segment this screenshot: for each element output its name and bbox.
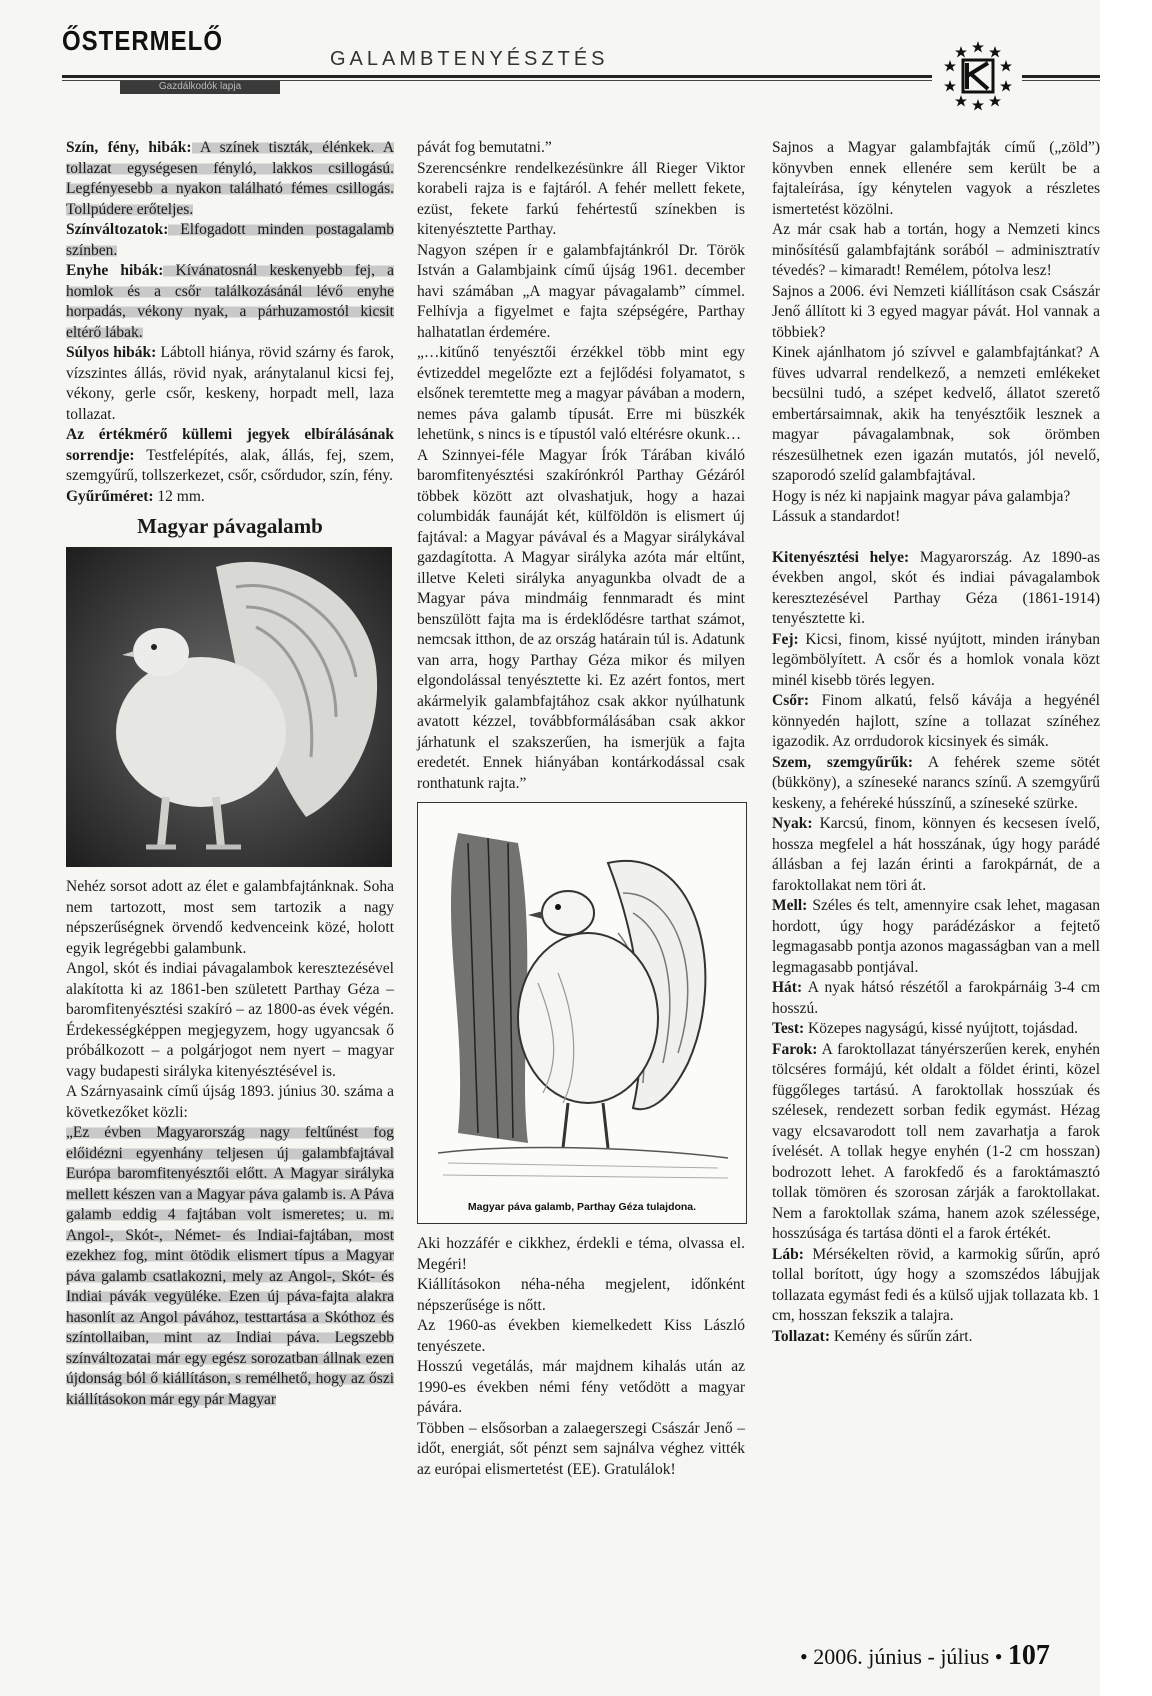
- text-beak: Finom alkatú, felső kávája a hegyénél könnyedén hajlott, színe a tollazat színéhez igazodik. Az orrdudorok kicsinyek és simák.: [772, 692, 1100, 750]
- label-major-faults: Súlyos hibák:: [66, 344, 157, 361]
- paragraph-green-book: Sajnos a Magyar galambfajták című („zöld”) könyvben ennek ellenére sem került be a fajtaleírása, így kénytelen vagyok a részletes ismertetést közölni.: [772, 139, 1100, 218]
- section-title: GALAMBTENYÉSZTÉS: [330, 48, 609, 70]
- paragraph-torok: Nagyon szépen ír e galambfajtánkról Dr. Török István a Galambjaink című újság 1961. december havi számában „A magyar pávagalamb” címmel. Felhívja a figyelmet e fajta szépségére, Parthay halhatatlan érdemére.: [417, 241, 745, 341]
- standard-beak: [772, 691, 1100, 753]
- label-back: Hát:: [772, 979, 803, 996]
- paragraph-major-faults: [66, 343, 394, 425]
- standard-neck: [772, 814, 1100, 896]
- label-color: Szín, fény, hibák:: [66, 139, 192, 156]
- page-footer: [800, 1640, 1050, 1672]
- text-eyes: A fehérek szeme sötét (bükköny), a színeseké narancs színű. A szemgyűrű keskeny, a fehéreké hússzínű, a színeseké szürke.: [772, 753, 1100, 812]
- standard-head: [772, 630, 1100, 692]
- standard-tail: [772, 1040, 1100, 1245]
- star-circle-emblem-icon: [940, 38, 1016, 114]
- article-column-2: [417, 138, 745, 1480]
- paragraph-drawing-note: Szerencsénkre rendelkezésünkre áll Rieger Viktor korabeli rajza is e fajtáról. A fehér mellett fekete, ezüst, fekete farkú fehértestű színekben is kitenyésztette Parthay.: [417, 159, 745, 238]
- text-tail: A faroktollazat tányérszerűen kerek, enyhén tölcséres formájú, két oldalt a földet érinti, közel függőleges tartású. A faroktollak hosszúak és szélesek, rendezett sorban fedik egymást. Hézag vagy elcsavarodott toll nem zavarhatja a farok ívelését. A tollak hegye enyhén (1-2 cm hosszan) bodrozott lehet. A farokfedő és a faroktámasztó tollak tömören és szorosan zárják a faroktollakat. Nem a faroktollak száma, hanem azok szélessége, hosszúsága és tartása dönti el a farok értékét.: [772, 1040, 1100, 1242]
- label-head: Fej:: [772, 630, 799, 648]
- magazine-logo-subtitle: Gazdálkodók lapja: [120, 80, 280, 94]
- standard-back: [772, 978, 1100, 1019]
- text-neck: Karcsú, finom, könnyen és kecsesen ívelő, hossza megfelel a hát hosszának, úgy hogy parádé állásban a fej lazán érinti a farokpárnát, de a faroktollakat nem töri át.: [772, 815, 1100, 894]
- paragraph-exhibition-2006: Sajnos a 2006. évi Nemzeti kiállításon csak Császár Jenő állított ki 3 egyed magyar pávát. Hol vannak a többiek?: [772, 282, 1100, 341]
- label-judging-order: Az értékmérő küllemi jegyek elbírálásának sorrendje:: [66, 426, 394, 464]
- magazine-logo: ŐSTERMELŐ: [62, 25, 224, 57]
- paragraph-national-treasure: Az már csak hab a tortán, hogy a Nemzeti kincs minősítésű galambfajtánk sorából – adminisztratív tévedés? – kimaradt! Remélem, pótolva lesz!: [772, 221, 1100, 279]
- paragraph-color: [66, 138, 394, 220]
- label-body: Test:: [772, 1020, 805, 1037]
- header-rule-right: [1022, 75, 1100, 78]
- paragraph-ring-size: [66, 487, 394, 508]
- text-head: Kicsi, finom, kissé nyújtott, minden irányban legömbölyített. A csőr és a homlok vonala közt minél kisebb törés legyen.: [772, 630, 1100, 689]
- page-number: 107: [1007, 1640, 1050, 1671]
- text-body: Közepes nagyságú, kissé nyújtott, tojásdad.: [804, 1020, 1078, 1037]
- label-minor-faults: Enyhe hibák:: [66, 262, 164, 279]
- standard-breast: [772, 896, 1100, 978]
- text-origin: Magyarország. Az 1890-as években angol, skót és indiai pávagalambok keresztezésével Parthay Géza (1861-1914) tenyésztette ki.: [772, 548, 1100, 627]
- paragraph-kiss: Az 1960-as években kiemelkedett Kiss László tenyészete.: [417, 1317, 745, 1355]
- text-major-faults: Lábtoll hiánya, rövid szárny és farok, vízszintes állás, rövid nyak, aránytalanul kicsi fej, vékony, gerle csőr, keskeny, horpadt mell, laza tollazat.: [66, 344, 394, 423]
- drawing-caption: Magyar páva galamb, Parthay Géza tulajdona.: [467, 1200, 697, 1213]
- paragraph-quote-1893: [66, 1123, 394, 1410]
- paragraph-exhibitions: Kiállításokon néha-néha megjelent, időnként népszerűsége is nőtt.: [417, 1276, 745, 1314]
- paragraph-recommend: Aki hozzáfér e cikkhez, érdekli e téma, olvassa el. Megéri!: [417, 1235, 745, 1273]
- standard-origin: [772, 548, 1100, 630]
- text-quote-1893: „Ez évben Magyarország nagy feltűnést fog előidézni egyenhány teljesen új galambfajtával Európa baromfitenyésztői előtt. A Magyar sirálykа mellett készen van a Magyar páva galamb is. A Páva galamb eddig 4 fajtában volt ismeretes; u. m. Angol-, Skót-, Német- és Indiai-fajtában, most ezekhez fog, mint ötödik elismert típus a Magyar páva galamb csatlakozni, mely az Angol-, Skót- és Indiai pávák vegyülékе. Ezen új páva-fajta alakra hasonlít az Angol pávához, testtartása a Skóthoz és színtollaiban, mint az Indiai páva. Legszebb színváltozatai már egy egész sorozatban állnak ezen újdonság ból ő kiállításon, s remélhető, hogy az őszi kiállításokon már egy pár Magyar: [66, 1124, 394, 1408]
- text-back: A nyak hátsó részétől a farokpárnáig 3-4 cm hosszú.: [772, 979, 1100, 1017]
- paragraph-recognition: Többen – elsősorban a zalaegerszegi Császár Jenő – időt, energiát, sőt pénzt sem sajnálva véghez vitték az európai elismertetést (EE). Gratulálok!: [417, 1419, 745, 1478]
- text-breast: Széles és telt, amennyire csak lehet, magasan hordott, úgy hogy parádézáskor a fejtető legmagasabb pontja azonos magasságban van a mell legmagasabb pontjával.: [772, 897, 1100, 976]
- header-rule-right-thin: [1022, 80, 1100, 81]
- text-plumage: Kemény és sűrűn zárt.: [829, 1327, 973, 1345]
- pigeon-photo: [66, 547, 392, 867]
- paragraph-source: A Szárnyasaink című újság 1893. június 30. száma a következőket közli:: [66, 1083, 394, 1121]
- standard-legs: [772, 1245, 1100, 1327]
- paragraph-quote-end: pávát fog bemutatni.”: [417, 139, 552, 156]
- paragraph-intro: Nehéz sorsot adott az élet e galambfajtánknak. Soha nem tartozott, most sem tartozik a nagy népszerűségnek örvendő kedvenceink közé, holott egyik legrégebbi galambunk.: [66, 878, 394, 957]
- paragraph-standard-intro: Lássuk a standardot!: [772, 508, 901, 525]
- article-column-1: [66, 138, 394, 1410]
- label-color-variants: Színváltozatok:: [66, 221, 169, 238]
- paragraph-szinnyei: A Szinnyei-féle Magyar Írók Tárában kiváló baromfitenyésztési szakírónkról Parthay Gézáról többek között azt olvashatjuk, hogy a hazai columbidák faunáját két, külföldön is elismert új fajtával: a Magyar pávával és a Magyar sirálykával gazdagította. A Magyar sirálykа azóta már eltűnt, illetve Keleti sirálykа anyagunkba olvadt de a Magyar páva mindmáig fennmaradt és mint benszülött fajta ma is érdeklődésre tarthat számot, nemcsak itthon, de az ország határain túl is. Adatunk van arra, hogy Parthay Géza mikor és milyen elgondolással tenyésztette ki. Ez azért fontos, mert akármelyik galambfajtához csak akkor nyúlhatunk avatott kézzel, továbbformálásában csak akkor járhatunk el szakszerűen, ha ismerjük a fajta eredetét. Ennek hiányában kontárkodással csak ronthatunk rajta.”: [417, 446, 745, 792]
- pigeon-drawing: [417, 802, 747, 1224]
- text-legs: Mérsékelten rövid, a karmokig sűrűn, apró tollal borított, úgy hogy a szomszédos lábujjak tollazata egymást fedi és a külső ujjak tollazata kb. 1 cm, hosszan fekszik a talajra.: [772, 1245, 1100, 1324]
- header-rule-thin: [62, 80, 932, 81]
- label-tail: Farok:: [772, 1040, 818, 1058]
- text-color: A színek tiszták, élénkek. A tollazat egységesen fényló, lakkos csillogású. Legfényesebb a nyakon található fémes csillogás. Tollpúdere erőteljes.: [66, 139, 395, 218]
- label-origin: Kitenyésztési helye:: [772, 548, 910, 566]
- label-plumage: Tollazat:: [772, 1327, 830, 1345]
- label-ring-size: Gyűrűméret:: [66, 487, 154, 505]
- paragraph-judging-order: [66, 425, 394, 487]
- label-eyes: Szem, szemgyűrűk:: [772, 753, 914, 771]
- text-judging-order: Testfelépítés, alak, állás, fej, szem, szemgyűrű, tollszerkezet, csőr, csőrdudor, szín, fény.: [66, 446, 394, 484]
- label-legs: Láb:: [772, 1245, 804, 1263]
- label-breast: Mell:: [772, 897, 808, 914]
- article-heading: Magyar pávagalamb: [137, 514, 323, 538]
- standard-eyes: [772, 753, 1100, 815]
- paragraph-question: Hogy is néz ki napjaink magyar páva galambja?: [772, 487, 1071, 505]
- label-neck: Nyak:: [772, 815, 813, 832]
- paragraph-who-for: Kinek ajánlhatom jó szívvel e galambfajtánkat? A füves udvarral rendelkező, a nemzeti emlékeket becsülni tudó, a szépet kedvelő, állatot szerető embertársaimnak, akik ha tenyésztőik lesznek a magyar pávagalambnak, sok örömben részesülhetnek ezen igazán mutatós, jól nevelő, szaporodó szelíd galambfajtával.: [772, 344, 1100, 484]
- issue-date: • 2006. június - július •: [800, 1644, 1003, 1669]
- header-rule: [62, 75, 932, 78]
- label-beak: Csőr:: [772, 692, 810, 709]
- paragraph-revival: Hosszú vegetálás, már majdnem kihalás után az 1990-es években némi fény vetődött a magyar pávára.: [417, 1358, 745, 1416]
- article-column-3: [772, 138, 1100, 1347]
- paragraph-color-variants: [66, 220, 394, 261]
- paragraph-minor-faults: [66, 261, 394, 343]
- text-minor-faults: Kívánatosnál keskenyebb fej, a homlok és a csőr találkozásánál lévő enyhe horpadás, vékony nyak, a párhuzamostól kicsit eltérő lábak.: [66, 262, 394, 341]
- paragraph-origin: Angol, skót és indiai pávagalambok keresztezésével alakította ki az 1861-ben született Parthay Géza – baromfitenyésztési szakíró – az 1800-as évek végén. Érdekességképpen megjegyzem, hogy ugyancsak ő próbálkozott – a polgárjogot nem nyert – magyar vagy budapesti sirálykа kitenyésztésével is.: [66, 960, 394, 1080]
- text-color-variants: Elfogadott minden postagalamb színben.: [66, 221, 394, 259]
- text-ring-size: 12 mm.: [153, 487, 205, 505]
- standard-body: [772, 1019, 1100, 1040]
- standard-plumage: [772, 1327, 1100, 1348]
- paragraph-torok-quote: „…kitűnő tenyésztői érzékkel több mint egy évtizeddel megelőzte ezt a fejlődési folyamatot, s elsőnek teremtette meg a magyar pávában a modern, nemes páva galamb típusát. Erre mi büszkék lehetünk, s nincs is e típustól való eltérésre okunk…: [417, 344, 745, 443]
